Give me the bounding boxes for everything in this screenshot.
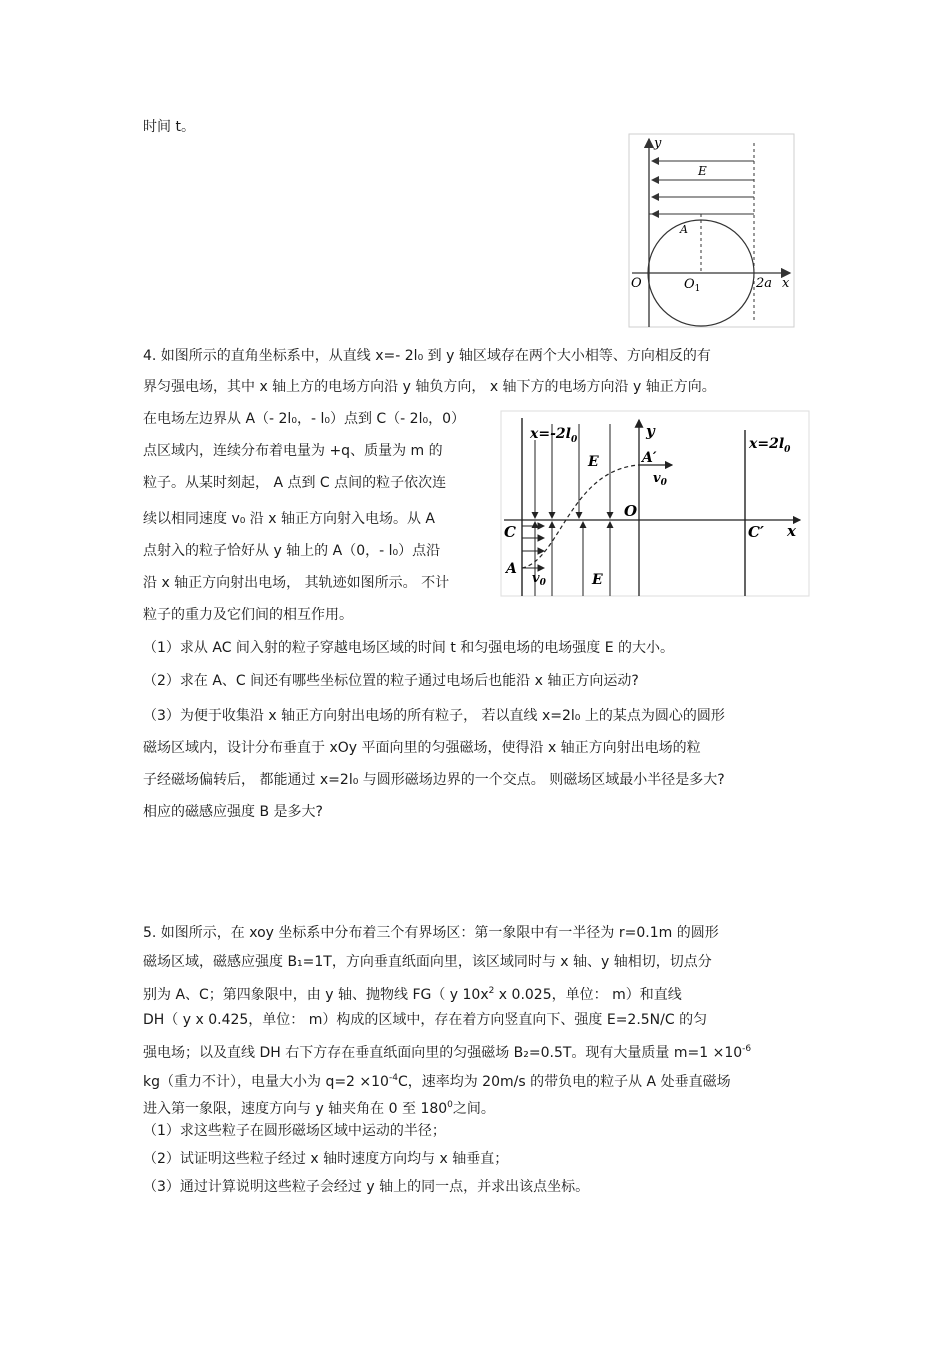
two-a-label: 2a bbox=[756, 276, 773, 291]
p5-question-2: （2）试证明这些粒子经过 x 轴时速度方向均与 x 轴垂直； bbox=[143, 1151, 509, 1167]
previous-question-tail: 时间 t。 bbox=[143, 119, 195, 135]
p5-line-1: 5. 如图所示，在 xoy 坐标系中分布着三个有界场区：第一象限中有一半径为 r=0.1m 的圆形 bbox=[143, 925, 719, 941]
p4-question-3c: 子经磁场偏转后， 都能通过 x=2l₀ 与圆形磁场边界的一个交点。 则磁场区域最小半径是多大? bbox=[143, 772, 725, 788]
figure-circle-field bbox=[628, 133, 796, 329]
origin-label: O bbox=[631, 276, 642, 291]
p5-line-6: kg（重力不计），电量大小为 $q=2 \times 10^{-4}C$，速率均为 20m/s 的带负电的粒子从 A 处垂直磁场 bbox=[143, 1073, 731, 1090]
origin-label: O bbox=[624, 502, 638, 520]
p4-question-3d: 相应的磁感应强度 B 是多大? bbox=[143, 804, 323, 820]
p4-question-3b: 磁场区域内，设计分布垂直于 xOy 平面向里的匀强磁场，使得沿 x 轴正方向射出电场的粒 bbox=[143, 740, 701, 756]
p5-question-1: （1）求这些粒子在圆形磁场区域中运动的半径； bbox=[143, 1123, 446, 1139]
x-label: x bbox=[782, 276, 790, 291]
p4-line-5: 粒子。从某时刻起， A 点到 C 点间的粒子依次连 bbox=[143, 475, 447, 491]
y-label: y bbox=[654, 136, 662, 151]
p5-line-4: DH（ y x 0.425，单位： m）构成的区域中，存在着方向竖直向下、强度 E=2.5N/C 的匀 bbox=[143, 1012, 708, 1028]
p4-line-3: 在电场左边界从 A（- 2l₀，- l₀）点到 C（- 2l₀，0） bbox=[143, 411, 465, 427]
p5-line-5: 强电场；以及直线 DH 右下方存在垂直纸面向里的匀强磁场 B₂=0.5T。现有大量质量 $m=1 \times 10^{-6}$ bbox=[143, 1044, 752, 1061]
point-a-label: A bbox=[680, 223, 688, 236]
left-boundary-label: $x=-2l_0$ bbox=[530, 426, 578, 445]
point-c-prime-label: C′ bbox=[748, 523, 764, 541]
p4-line-7: 点射入的粒子恰好从 y 轴上的 A（0，- l₀）点沿 bbox=[143, 543, 441, 559]
p4-line-2: 界匀强电场，其中 x 轴上方的电场方向沿 y 轴负方向， x 轴下方的电场方向沿 y 轴正方向。 bbox=[143, 379, 716, 395]
p5-line-2: 磁场区域，磁感应强度 B₁=1T，方向垂直纸面向里，该区域同时与 x 轴、y 轴相切，切点分 bbox=[143, 954, 712, 970]
point-a-prime-label: A′ bbox=[642, 450, 657, 466]
p5-line-3: 别为 A、C；第四象限中，由 y 轴、抛物线 FG（ y $10x^2$ x 0.025，单位： m）和直线 bbox=[143, 986, 682, 1003]
field-label-e: E bbox=[698, 164, 707, 178]
p4-line-1: 4. 如图所示的直角坐标系中，从直线 x=- 2l₀ 到 y 轴区域存在两个大小相等、方向相反的有 bbox=[143, 348, 711, 364]
exit-velocity-label: $v_0$ bbox=[653, 471, 667, 488]
point-c-label: C bbox=[504, 523, 516, 541]
p5-line-7: 进入第一象限，速度方向与 y 轴夹角在 0 至 $180^0$之间。 bbox=[143, 1100, 495, 1117]
p4-question-2: （2）求在 A、C 间还有哪些坐标位置的粒子通过电场后也能沿 x 轴正方向运动? bbox=[143, 673, 639, 689]
entry-velocity-label: $v_0$ bbox=[532, 571, 546, 588]
p4-line-9: 粒子的重力及它们间的相互作用。 bbox=[143, 607, 353, 623]
upper-field-label: E bbox=[588, 454, 599, 470]
center-o1-label: $O_1$ bbox=[684, 277, 701, 294]
right-boundary-label: $x=2l_0$ bbox=[749, 436, 791, 455]
p4-question-3a: （3）为便于收集沿 x 轴正方向射出电场的所有粒子， 若以直线 x=2l₀ 上的某点为圆心的圆形 bbox=[143, 708, 725, 724]
p4-line-4: 点区域内，连续分布着电量为 +q、质量为 m 的 bbox=[143, 443, 443, 459]
p4-question-1: （1）求从 AC 间入射的粒子穿越电场区域的时间 t 和匀强电场的电场强度 E 的大小。 bbox=[143, 640, 675, 656]
point-a-label: A bbox=[506, 561, 517, 577]
y-label: y bbox=[646, 422, 655, 440]
particle-trajectory bbox=[522, 465, 639, 568]
figure-electric-field-trajectory bbox=[500, 410, 811, 598]
lower-field-label: E bbox=[592, 572, 603, 588]
p4-line-8: 沿 x 轴正方向射出电场， 其轨迹如图所示。 不计 bbox=[143, 575, 450, 591]
p5-question-3: （3）通过计算说明这些粒子会经过 y 轴上的同一点，并求出该点坐标。 bbox=[143, 1179, 590, 1195]
x-label: x bbox=[787, 522, 796, 540]
p4-line-6: 续以相同速度 v₀ 沿 x 轴正方向射入电场。从 A bbox=[143, 511, 436, 527]
